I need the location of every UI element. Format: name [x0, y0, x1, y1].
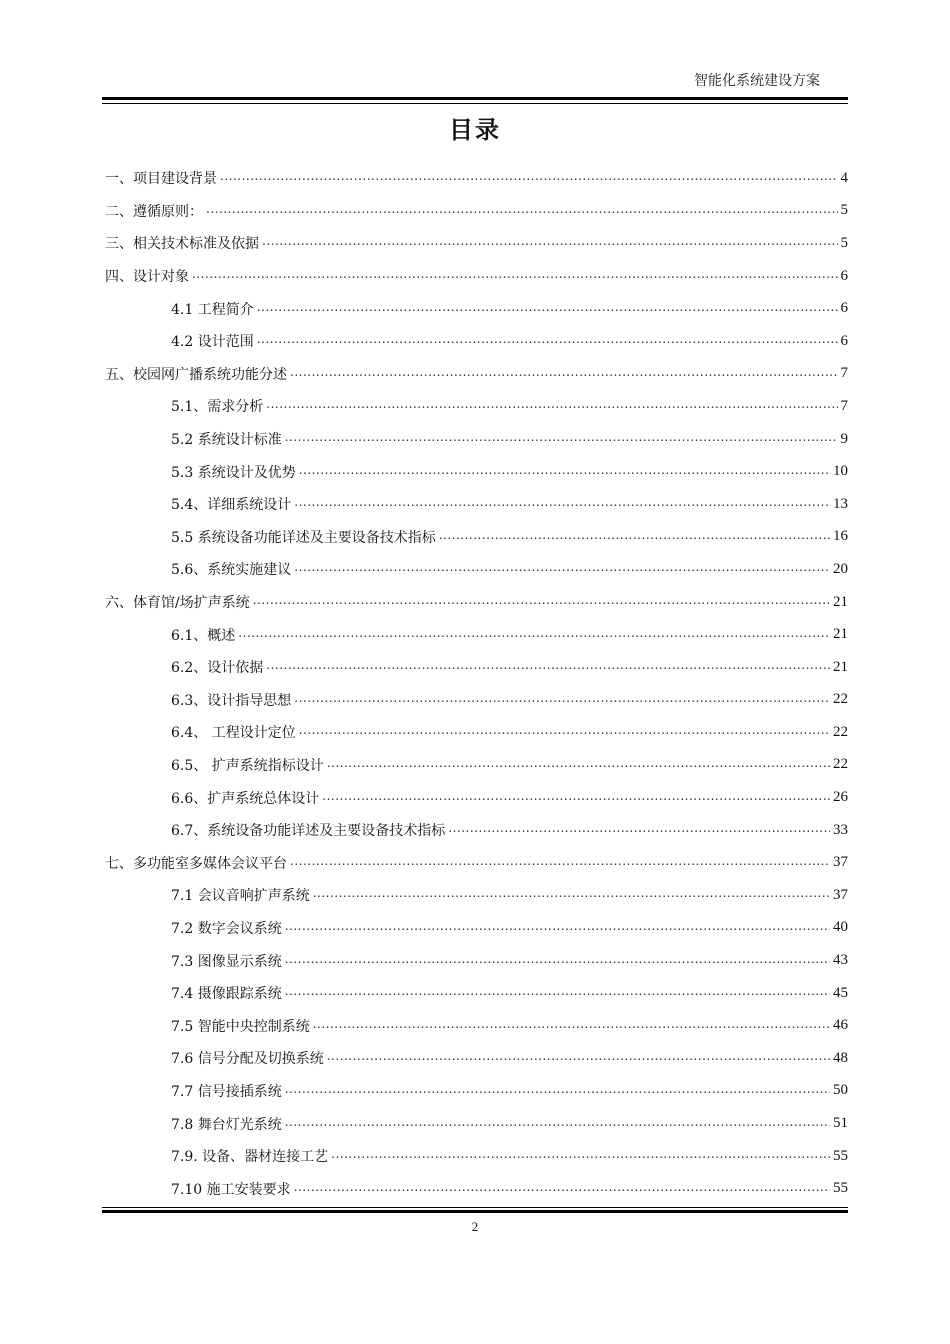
toc-dot-leader — [285, 954, 830, 968]
toc-dot-leader — [206, 204, 838, 218]
toc-dot-leader — [285, 1084, 830, 1098]
toc-dot-leader — [192, 269, 838, 283]
toc-entry-page: 6 — [840, 300, 848, 317]
toc-dot-leader — [257, 334, 838, 348]
toc-entry-label: 7.2 数字会议系统 — [171, 920, 282, 937]
toc-entry-page: 20 — [833, 560, 848, 577]
toc-entry[interactable] — [105, 390, 848, 423]
toc-dot-leader — [285, 1117, 830, 1131]
toc-entry[interactable] — [105, 455, 848, 488]
toc-entry-page: 5 — [840, 234, 848, 251]
toc-dot-leader — [238, 628, 830, 642]
toc-entry-page: 37 — [833, 886, 848, 903]
toc-entry-label: 7.5 智能中央控制系统 — [171, 1018, 310, 1035]
toc-entry-label: 7.4 摄像跟踪系统 — [171, 986, 282, 1003]
toc-entry[interactable] — [105, 1140, 848, 1173]
toc-entry-page: 45 — [833, 984, 848, 1001]
toc-entry-page: 16 — [833, 528, 848, 545]
header-rule-thick — [102, 97, 848, 100]
toc-dot-leader — [439, 530, 830, 544]
toc-dot-leader — [331, 1149, 830, 1163]
toc-dot-leader — [313, 1019, 830, 1033]
toc-entry[interactable] — [105, 651, 848, 684]
toc-title: 目录 — [449, 116, 501, 144]
toc-entry-page: 55 — [833, 1147, 848, 1164]
toc-dot-leader — [285, 986, 830, 1000]
toc-entry-page: 22 — [833, 723, 848, 740]
toc-entry-label: 5.1、需求分析 — [171, 399, 264, 416]
toc-entry-page: 37 — [833, 854, 848, 871]
toc-entry-page: 5 — [840, 202, 848, 219]
toc-entry-page: 33 — [833, 821, 848, 838]
toc-entry-page: 6 — [840, 267, 848, 284]
toc-entry-label: 5.4、详细系统设计 — [171, 497, 292, 514]
toc-dot-leader — [448, 823, 830, 837]
toc-entry-label: 6.2、设计依据 — [171, 660, 264, 677]
toc-entry-label: 7.8 舞台灯光系统 — [171, 1116, 282, 1133]
toc-entry-label: 4.1 工程简介 — [171, 301, 254, 318]
toc-entry[interactable] — [105, 586, 848, 619]
toc-dot-leader — [253, 595, 830, 609]
toc-entry-label: 六、体育馆/场扩声系统 — [105, 595, 250, 612]
toc-entry-label: 4.2 设计范围 — [171, 334, 254, 351]
table-of-contents — [105, 162, 848, 1205]
toc-entry[interactable] — [105, 553, 848, 586]
toc-entry[interactable] — [105, 162, 848, 195]
toc-entry-label: 6.6、扩声系统总体设计 — [171, 790, 320, 807]
toc-entry-label: 6.1、概述 — [171, 627, 236, 644]
toc-entry-page: 9 — [840, 430, 848, 447]
toc-entry-label: 一、项目建设背景 — [105, 171, 217, 188]
toc-entry[interactable] — [105, 814, 848, 847]
toc-dot-leader — [299, 465, 830, 479]
toc-entry-label: 7.9. 设备、器材连接工艺 — [171, 1149, 329, 1166]
toc-dot-leader — [294, 693, 830, 707]
toc-entry-label: 四、设计对象 — [105, 269, 189, 286]
toc-entry-page: 7 — [840, 365, 848, 382]
toc-dot-leader — [266, 399, 837, 413]
toc-entry[interactable] — [105, 227, 848, 260]
toc-entry[interactable] — [105, 716, 848, 749]
page-header-title: 智能化系统建设方案 — [694, 73, 820, 89]
toc-entry[interactable] — [105, 684, 848, 717]
toc-entry-page: 46 — [833, 1017, 848, 1034]
footer-rule-thin — [102, 1207, 848, 1208]
toc-dot-leader — [266, 660, 830, 674]
toc-dot-leader — [290, 367, 838, 381]
toc-entry-page: 10 — [833, 463, 848, 480]
toc-entry-label: 6.7、系统设备功能详述及主要设备技术指标 — [171, 823, 446, 840]
toc-entry-page: 50 — [833, 1082, 848, 1099]
toc-entry-label: 5.2 系统设计标准 — [171, 432, 282, 449]
toc-entry[interactable] — [105, 488, 848, 521]
toc-entry-page: 4 — [840, 169, 848, 186]
toc-entry-page: 48 — [833, 1049, 848, 1066]
toc-dot-leader — [285, 921, 830, 935]
toc-entry-page: 51 — [833, 1115, 848, 1132]
toc-dot-leader — [294, 562, 830, 576]
toc-entry-label: 7.3 图像显示系统 — [171, 953, 282, 970]
toc-entry-label: 五、校园网广播系统功能分述 — [105, 366, 287, 383]
toc-entry-page: 40 — [833, 919, 848, 936]
toc-entry[interactable] — [105, 879, 848, 912]
toc-entry[interactable] — [105, 1107, 848, 1140]
toc-entry-label: 7.1 会议音响扩声系统 — [171, 888, 310, 905]
toc-dot-leader — [322, 791, 830, 805]
toc-entry-label: 三、相关技术标准及依据 — [105, 236, 259, 253]
toc-entry-label: 5.5 系统设备功能详述及主要设备技术指标 — [171, 529, 436, 546]
toc-entry[interactable] — [105, 618, 848, 651]
toc-entry-label: 5.3 系统设计及优势 — [171, 464, 296, 481]
toc-entry-page: 21 — [833, 626, 848, 643]
toc-entry-page: 55 — [833, 1180, 848, 1197]
toc-entry[interactable] — [105, 292, 848, 325]
toc-dot-leader — [294, 1182, 830, 1196]
page-number: 2 — [471, 1219, 479, 1234]
toc-dot-leader — [220, 171, 838, 185]
toc-entry[interactable] — [105, 521, 848, 554]
toc-entry[interactable] — [105, 358, 848, 391]
toc-entry[interactable] — [105, 1172, 848, 1205]
toc-entry-page: 43 — [833, 952, 848, 969]
toc-entry[interactable] — [105, 1009, 848, 1042]
toc-dot-leader — [262, 236, 838, 250]
toc-entry[interactable] — [105, 944, 848, 977]
toc-entry[interactable] — [105, 195, 848, 228]
toc-entry-label: 七、多功能室多媒体会议平台 — [105, 855, 287, 872]
toc-dot-leader — [257, 302, 838, 316]
toc-entry[interactable] — [105, 1075, 848, 1108]
toc-entry-label: 7.6 信号分配及切换系统 — [171, 1051, 324, 1068]
toc-entry-page: 22 — [833, 691, 848, 708]
toc-dot-leader — [327, 758, 830, 772]
toc-entry-page: 6 — [840, 332, 848, 349]
toc-entry[interactable] — [105, 912, 848, 945]
toc-entry-label: 7.7 信号接插系统 — [171, 1083, 282, 1100]
toc-entry-page: 13 — [833, 495, 848, 512]
toc-entry-label: 5.6、系统实施建议 — [171, 562, 292, 579]
toc-entry-label: 6.4、 工程设计定位 — [171, 725, 296, 742]
toc-entry[interactable] — [105, 325, 848, 358]
toc-entry[interactable] — [105, 1042, 848, 1075]
toc-entry-page: 7 — [840, 397, 848, 414]
toc-entry[interactable] — [105, 749, 848, 782]
header-rule-thin — [102, 103, 848, 104]
toc-dot-leader — [327, 1051, 830, 1065]
toc-entry-page: 26 — [833, 789, 848, 806]
toc-entry[interactable] — [105, 423, 848, 456]
toc-entry-label: 二、遵循原则： — [105, 203, 203, 220]
toc-entry[interactable] — [105, 846, 848, 879]
toc-dot-leader — [313, 888, 830, 902]
toc-entry[interactable] — [105, 977, 848, 1010]
toc-dot-leader — [285, 432, 838, 446]
toc-entry[interactable] — [105, 781, 848, 814]
footer-rule-thick — [102, 1210, 848, 1213]
toc-dot-leader — [299, 725, 830, 739]
toc-entry-page: 22 — [833, 756, 848, 773]
toc-dot-leader — [294, 497, 830, 511]
toc-entry-label: 6.3、设计指导思想 — [171, 692, 292, 709]
toc-dot-leader — [290, 856, 830, 870]
toc-entry-label: 6.5、 扩声系统指标设计 — [171, 757, 324, 774]
toc-entry-label: 7.10 施工安装要求 — [171, 1181, 291, 1198]
toc-entry-page: 21 — [833, 593, 848, 610]
toc-entry[interactable] — [105, 260, 848, 293]
toc-entry-page: 21 — [833, 658, 848, 675]
